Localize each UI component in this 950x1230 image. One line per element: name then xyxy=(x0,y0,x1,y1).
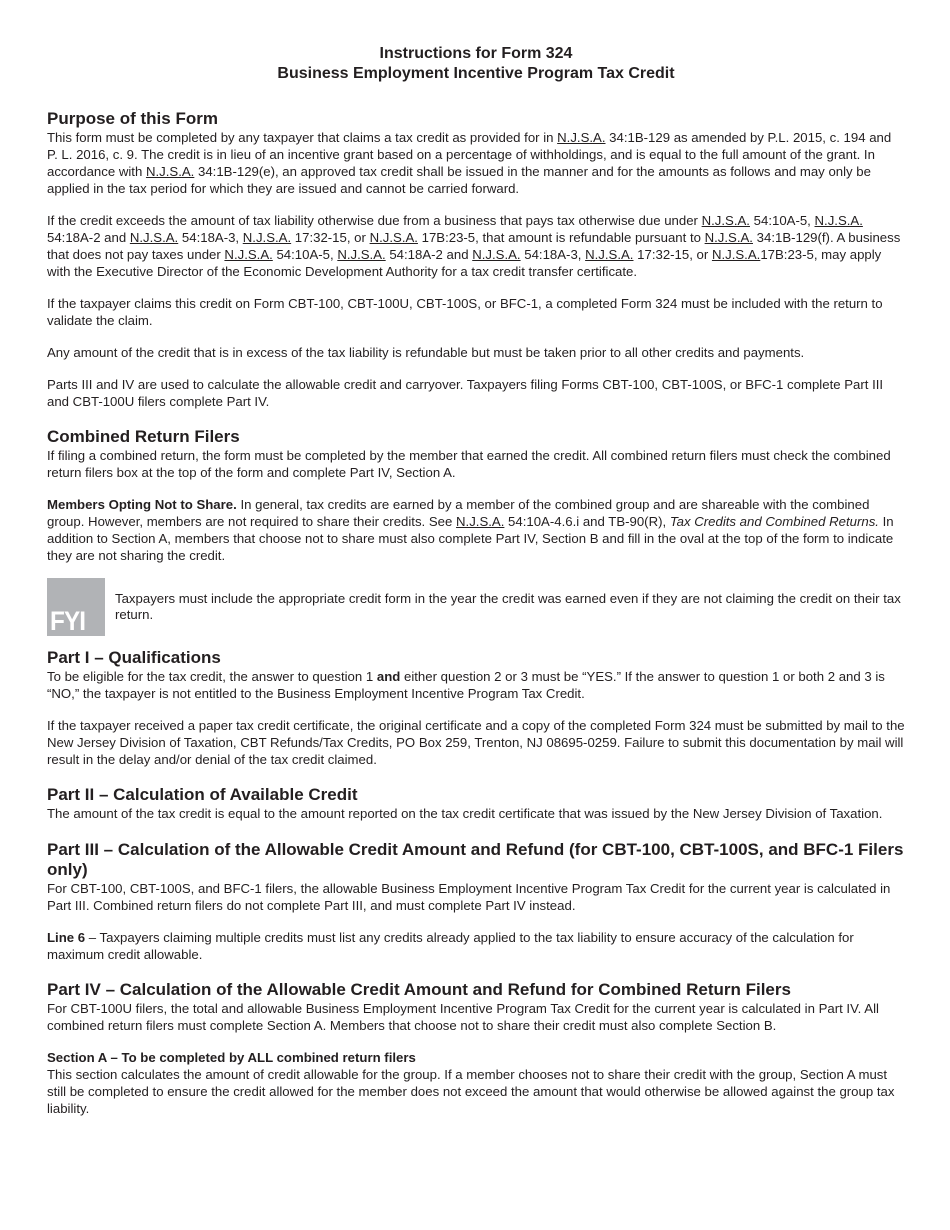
fyi-text: Taxpayers must include the appropriate credit form in the year the credit was earned even if they are not claiming the credit on their tax return. xyxy=(115,591,901,622)
fyi-note xyxy=(47,578,905,636)
purpose-paragraph-5: Parts III and IV are used to calculate the allowable credit and carryover. Taxpayers filing Forms CBT-100, CBT-100S, or BFC-1 complete Part III and CBT-100U filers complete Part IV. xyxy=(47,377,884,409)
purpose-section xyxy=(47,109,905,410)
document-subtitle: Business Employment Incentive Program Tax Credit xyxy=(277,65,675,82)
part3-paragraph-2: Line 6 – Taxpayers claiming multiple credits must list any credits already applied to the tax liability to ensure accuracy of the calculation for maximum credit allowable. xyxy=(47,930,854,962)
part3-paragraph-1: For CBT-100, CBT-100S, and BFC-1 filers, the allowable Business Employment Incentive Program Tax Credit for the current year is calculated in Part III. Combined return filers do not complete Part III, and must complete Part IV instead. xyxy=(47,881,891,913)
part1-section xyxy=(47,648,905,768)
fyi-icon: FYI xyxy=(47,578,105,636)
purpose-paragraph-4: Any amount of the credit that is in excess of the tax liability is refundable but must be taken prior to all other credits and payments. xyxy=(47,345,805,360)
part4-section xyxy=(47,980,905,1117)
combined-paragraph-2: Members Opting Not to Share. In general, tax credits are earned by a member of the combined group and are shareable with the combined group. However, members are not required to share their credits. See N.J.S.A. 54:10A-4.6.i and TB-90(R), Tax Credits and Combined Returns. In addition to Section A, members that choose not to share must also complete Part IV, Section B and fill in the oval at the top of the form to indicate they are not sharing the credit. xyxy=(47,497,894,563)
part3-section xyxy=(47,840,905,963)
document-title: Instructions for Form 324 xyxy=(379,45,573,62)
combined-paragraph-1: If filing a combined return, the form must be completed by the member that earned the credit. All combined return filers must check the combined return filers box at the top of the form and complete Part IV, Section A. xyxy=(47,448,891,480)
combined-heading: Combined Return Filers xyxy=(47,427,240,446)
purpose-paragraph-1: This form must be completed by any taxpayer that claims a tax credit as provided for in N.J.S.A. 34:1B-129 as amended by P.L. 2015, c. 194 and P. L. 2016, c. 9. The credit is in lieu of an incentive grant based on a percentage of withholdings, and is equal to the full amount of the grant. In accordance with N.J.S.A. 34:1B-129(e), an approved tax credit shall be issued in the manner and for the amounts as follows and may only be applied in the tax period for which they are issued and cannot be carried forward. xyxy=(47,130,892,196)
part3-heading: Part III – Calculation of the Allowable Credit Amount and Refund (for CBT-100, CBT-100S, and BFC-1 Filers only) xyxy=(47,840,904,879)
part2-heading: Part II – Calculation of Available Credit xyxy=(47,785,358,804)
part1-heading: Part I – Qualifications xyxy=(47,648,221,667)
section-a-heading: Section A – To be completed by ALL combined return filers xyxy=(47,1050,416,1065)
part4-heading: Part IV – Calculation of the Allowable Credit Amount and Refund for Combined Return Filers xyxy=(47,980,791,999)
part4-paragraph-1: For CBT-100U filers, the total and allowable Business Employment Incentive Program Tax Credit for the current year is calculated in Part IV. All combined return filers must complete Section A. Members that choose not to share their credit must also complete Section B. xyxy=(47,1001,879,1033)
part1-paragraph-2: If the taxpayer received a paper tax credit certificate, the original certificate and a copy of the completed Form 324 must be submitted by mail to the New Jersey Division of Taxation, CBT Refunds/Tax Credits, PO Box 259, Trenton, NJ 08695-0259. Failure to submit this documentation by mail will result in the delay and/or denial of the tax credit claimed. xyxy=(47,718,905,767)
section-a-text: This section calculates the amount of credit allowable for the group. If a member chooses not to share their credit with the group, Section A must still be completed to ensure the credit allowed for the member does not exceed the amount that would otherwise be allowed against the group tax liability. xyxy=(47,1067,895,1116)
purpose-paragraph-2: If the credit exceeds the amount of tax liability otherwise due from a business that pays tax otherwise due under N.J.S.A. 54:10A-5, N.J.S.A. 54:18A-2 and N.J.S.A. 54:18A-3, N.J.S.A. 17:32-15, or N.J.S.A. 17B:23-5, that amount is refundable pursuant to N.J.S.A. 34:1B-129(f). A business that does not pay taxes under N.J.S.A. 54:10A-5, N.J.S.A. 54:18A-2 and N.J.S.A. 54:18A-3, N.J.S.A. 17:32-15, or N.J.S.A.17B:23-5, may apply with the Executive Director of the Economic Development Authority for a tax credit transfer certificate. xyxy=(47,213,901,279)
purpose-heading: Purpose of this Form xyxy=(47,109,218,128)
instructions-page xyxy=(47,44,905,1117)
purpose-paragraph-3: If the taxpayer claims this credit on Form CBT-100, CBT-100U, CBT-100S, or BFC-1, a completed Form 324 must be included with the return to validate the claim. xyxy=(47,296,883,328)
part2-section xyxy=(47,785,905,822)
part2-paragraph-1: The amount of the tax credit is equal to the amount reported on the tax credit certificate that was issued by the New Jersey Division of Taxation. xyxy=(47,806,883,821)
part1-paragraph-1: To be eligible for the tax credit, the answer to question 1 and either question 2 or 3 must be “YES.” If the answer to question 1 or both 2 and 3 is “NO,” the taxpayer is not entitled to the Business Employment Incentive Program Tax Credit. xyxy=(47,669,885,701)
combined-section xyxy=(47,427,905,564)
